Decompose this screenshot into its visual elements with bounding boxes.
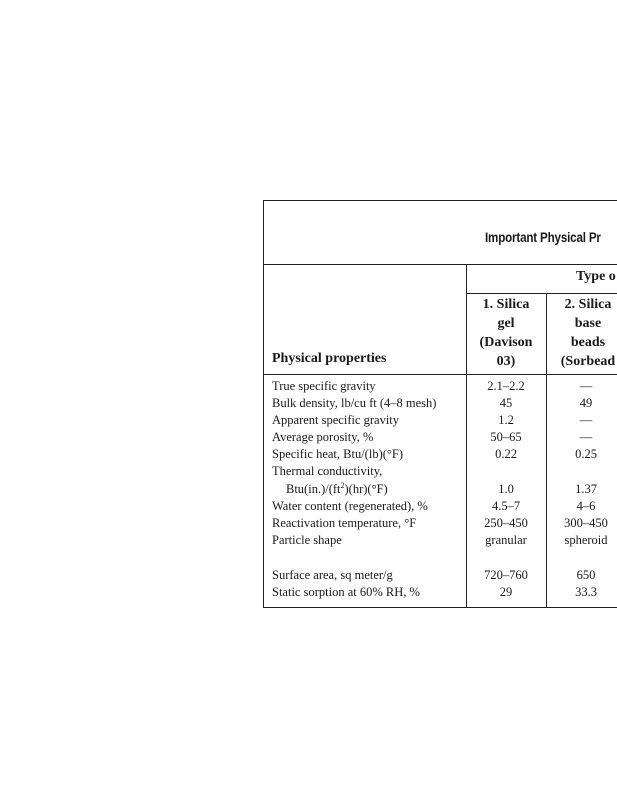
row-label: Reactivation temperature, °F	[272, 516, 417, 530]
row-label: Surface area, sq meter/g	[272, 568, 393, 582]
column-header-line: 03)	[496, 354, 516, 369]
row-value-silica-gel: 250–450	[484, 516, 528, 530]
row-value-silica-gel: granular	[485, 533, 527, 547]
column-header-line: 1. Silica	[482, 297, 530, 312]
type-group-header: Type o	[576, 269, 616, 284]
divider-header-row	[264, 374, 617, 375]
row-label: Apparent specific gravity	[272, 413, 400, 427]
column-header-line: 2. Silica	[564, 297, 612, 312]
row-value-silica-gel: 1.2	[498, 413, 514, 427]
column-header-line: base	[574, 316, 602, 331]
row-value-silica-beads: —	[579, 430, 593, 444]
row-label-part: Btu(in.)/(ft	[286, 482, 341, 496]
row-label	[286, 481, 388, 497]
row-value-silica-beads: 0.25	[575, 447, 597, 461]
row-value-silica-beads: 33.3	[575, 585, 597, 599]
row-value-silica-gel: 29	[499, 585, 513, 599]
row-value-silica-beads: 300–450	[564, 516, 608, 530]
row-label-superscript: 2	[340, 480, 345, 490]
row-label: Particle shape	[272, 533, 342, 547]
table-title-row	[264, 201, 617, 265]
row-value-silica-beads: —	[579, 379, 593, 393]
row-value-silica-beads: 1.37	[575, 482, 597, 496]
row-value-silica-gel: 0.22	[495, 447, 517, 461]
column-header-silica-beads	[546, 295, 617, 371]
row-value-silica-beads: spheroid	[564, 533, 608, 547]
table-title: Important Physical Pr	[485, 230, 601, 245]
row-label-part: )(hr)(°F)	[344, 482, 388, 496]
row-label: Bulk density, lb/cu ft (4–8 mesh)	[272, 396, 437, 410]
row-value-silica-beads: 49	[579, 396, 593, 410]
divider-type-row	[466, 293, 617, 294]
row-label: Specific heat, Btu/(lb)(°F)	[272, 447, 404, 461]
properties-table	[263, 200, 617, 608]
row-value-silica-gel: 4.5–7	[491, 499, 521, 513]
row-value-silica-gel: 2.1–2.2	[487, 379, 525, 393]
row-value-silica-gel: 45	[499, 396, 513, 410]
row-value-silica-beads: 650	[576, 568, 596, 582]
row-value-silica-gel: 1.0	[498, 482, 514, 496]
column-header-line: gel	[497, 316, 515, 331]
column-header-line: beads	[570, 335, 606, 350]
column-header-line: (Sorbead	[560, 354, 616, 369]
row-label: Average porosity, %	[272, 430, 374, 444]
row-value-silica-gel: 720–760	[484, 568, 528, 582]
row-label: True specific gravity	[272, 379, 376, 393]
property-column-header: Physical properties	[272, 351, 387, 366]
row-value-silica-gel: 50–65	[490, 430, 522, 444]
row-label: Thermal conductivity,	[272, 464, 383, 478]
row-label: Static sorption at 60% RH, %	[272, 585, 420, 599]
column-header-silica-gel	[466, 295, 546, 371]
column-header-line: (Davison	[479, 335, 533, 350]
row-value-silica-beads: 4–6	[576, 499, 596, 513]
row-label: Water content (regenerated), %	[272, 499, 428, 513]
row-value-silica-beads: —	[579, 413, 593, 427]
